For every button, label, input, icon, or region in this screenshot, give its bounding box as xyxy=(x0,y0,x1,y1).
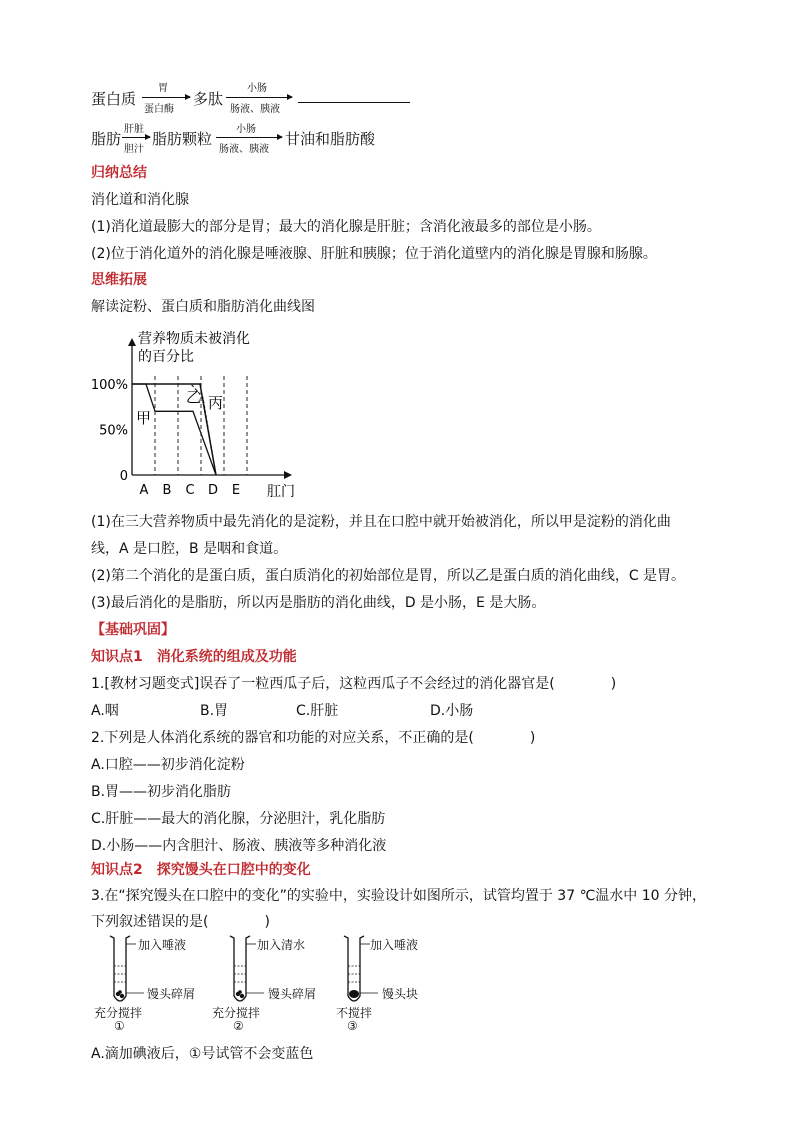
q1-option-b[interactable]: B.胃 xyxy=(200,703,229,719)
eq2-arrow2-bottom: 肠液、胰液 xyxy=(219,144,269,155)
eq2-start: 脂肪 xyxy=(91,130,122,148)
x-tick-label: E xyxy=(231,483,241,498)
eq2-arrow2 xyxy=(216,137,282,138)
tube3-bottom-label: 不搅拌 xyxy=(336,1006,373,1020)
series-label-bing: 丙 xyxy=(208,394,224,412)
eq2-end: 甘油和脂肪酸 xyxy=(285,130,376,148)
eq1-arrow2-top: 小肠 xyxy=(247,83,267,94)
tube3-side-label: 馒头块 xyxy=(382,987,419,1001)
tube1-side-label: 馒头碎屑 xyxy=(147,987,196,1001)
q2-stem: 2.下列是人体消化系统的器官和功能的对应关系，不正确的是( ) xyxy=(91,730,536,746)
y-tick-label: 50% xyxy=(99,423,128,439)
tube1-top-label: 加入唾液 xyxy=(138,938,187,952)
eq1-middle: 多肽 xyxy=(193,90,224,108)
summary-heading: 归纳总结 xyxy=(91,165,147,181)
x-tick-label: D xyxy=(207,483,219,498)
y-tick-label: 0 xyxy=(119,469,128,484)
y-tick-label: 100% xyxy=(90,378,128,393)
expand-subtitle: 解读淀粉、蛋白质和脂肪消化曲线图 xyxy=(91,299,315,315)
eq1-answer-blank xyxy=(298,102,410,103)
tube3-number: ③ xyxy=(347,1019,358,1033)
eq1-arrow2 xyxy=(226,97,292,98)
summary-p1: (1)消化道最膨大的部分是胃；最大的消化腺是肝脏；含消化液最多的部位是小肠。 xyxy=(91,219,601,235)
eq1-arrow1-top: 胃 xyxy=(158,83,168,94)
y-axis-arrow xyxy=(128,338,136,346)
x-tick-label: C xyxy=(185,483,195,498)
q3-stem-b: 下列叙述错误的是( ) xyxy=(91,914,270,930)
summary-subtitle: 消化道和消化腺 xyxy=(91,192,189,208)
eq1-start: 蛋白质 xyxy=(91,90,137,108)
eq2-arrow2-top: 小肠 xyxy=(236,124,256,135)
eq1-arrow1 xyxy=(142,97,190,98)
q3-stem-a: 3.在“探究馒头在口腔中的变化”的实验中，实验设计如图所示，试管均置于 37 ℃温水中 10 分钟， xyxy=(91,888,707,904)
x-axis-label: 肛门 xyxy=(267,484,295,500)
knowledge-point-1: 知识点1 消化系统的组成及功能 xyxy=(91,649,297,665)
q2-option-a[interactable]: A.口腔——初步消化淀粉 xyxy=(91,757,245,773)
explain-p3: (3)最后消化的是脂肪，所以丙是脂肪的消化曲线，D 是小肠，E 是大肠。 xyxy=(91,595,546,611)
q1-option-d[interactable]: D.小肠 xyxy=(430,703,474,719)
x-axis-arrow xyxy=(284,471,292,479)
tube1-number: ① xyxy=(114,1019,125,1033)
x-tick-label: B xyxy=(162,483,172,498)
digestion-curve-chart xyxy=(86,322,306,502)
q2-option-b[interactable]: B.胃——初步消化脂肪 xyxy=(91,784,232,800)
eq2-arrow1-bottom: 胆汁 xyxy=(124,144,144,155)
summary-p2: (2)位于消化道外的消化腺是唾液腺、肝脏和胰腺；位于消化道壁内的消化腺是胃腺和肠腺。 xyxy=(91,246,657,262)
series-label-yi: 乙 xyxy=(186,388,202,406)
eq1-arrow1-bottom: 蛋白酶 xyxy=(144,104,174,115)
expand-heading: 思维拓展 xyxy=(91,272,147,288)
explain-p2: (2)第二个消化的是蛋白质，蛋白质消化的初始部位是胃，所以乙是蛋白质的消化曲线，C 是胃。 xyxy=(91,568,686,584)
eq2-middle: 脂肪颗粒 xyxy=(152,130,213,148)
q2-option-d[interactable]: D.小肠——内含胆汁、肠液、胰液等多种消化液 xyxy=(91,838,387,854)
tube2-number: ② xyxy=(233,1019,244,1033)
tube3-top-label: 加入唾液 xyxy=(370,938,419,952)
eq2-arrow1-top: 肝脏 xyxy=(124,124,144,135)
eq2-arrow1 xyxy=(122,137,150,138)
x-tick-label: A xyxy=(139,483,149,498)
q1-option-c[interactable]: C.肝脏 xyxy=(296,703,339,719)
y-axis-label-2: 的百分比 xyxy=(138,349,194,365)
series-line-乙 xyxy=(132,384,216,475)
tube2-top-label: 加入清水 xyxy=(257,938,306,952)
y-axis-label-1: 营养物质未被消化 xyxy=(138,331,250,347)
tube2-bottom-label: 充分搅拌 xyxy=(212,1006,261,1020)
q2-option-c[interactable]: C.肝脏——最大的消化腺，分泌胆汁，乳化脂肪 xyxy=(91,811,386,827)
q1-stem: 1.[教材习题变式]误吞了一粒西瓜子后，这粒西瓜子不会经过的消化器官是( ) xyxy=(91,676,617,692)
knowledge-point-2: 知识点2 探究馒头在口腔中的变化 xyxy=(91,862,311,878)
series-label-jia: 甲 xyxy=(136,409,152,427)
eq1-arrow2-bottom: 肠液、胰液 xyxy=(230,104,280,115)
section-title: 【基础巩固】 xyxy=(91,622,175,638)
q3-option-a[interactable]: A.滴加碘液后，①号试管不会变蓝色 xyxy=(91,1046,314,1062)
tube2-side-label: 馒头碎屑 xyxy=(268,987,317,1001)
explain-p1a: (1)在三大营养物质中最先消化的是淀粉，并且在口腔中就开始被消化，所以甲是淀粉的消化曲 xyxy=(91,514,671,530)
explain-p1b: 线，A 是口腔，B 是咽和食道。 xyxy=(91,541,288,557)
q1-option-a[interactable]: A.咽 xyxy=(91,703,119,719)
tube1-bottom-label: 充分搅拌 xyxy=(94,1006,143,1020)
